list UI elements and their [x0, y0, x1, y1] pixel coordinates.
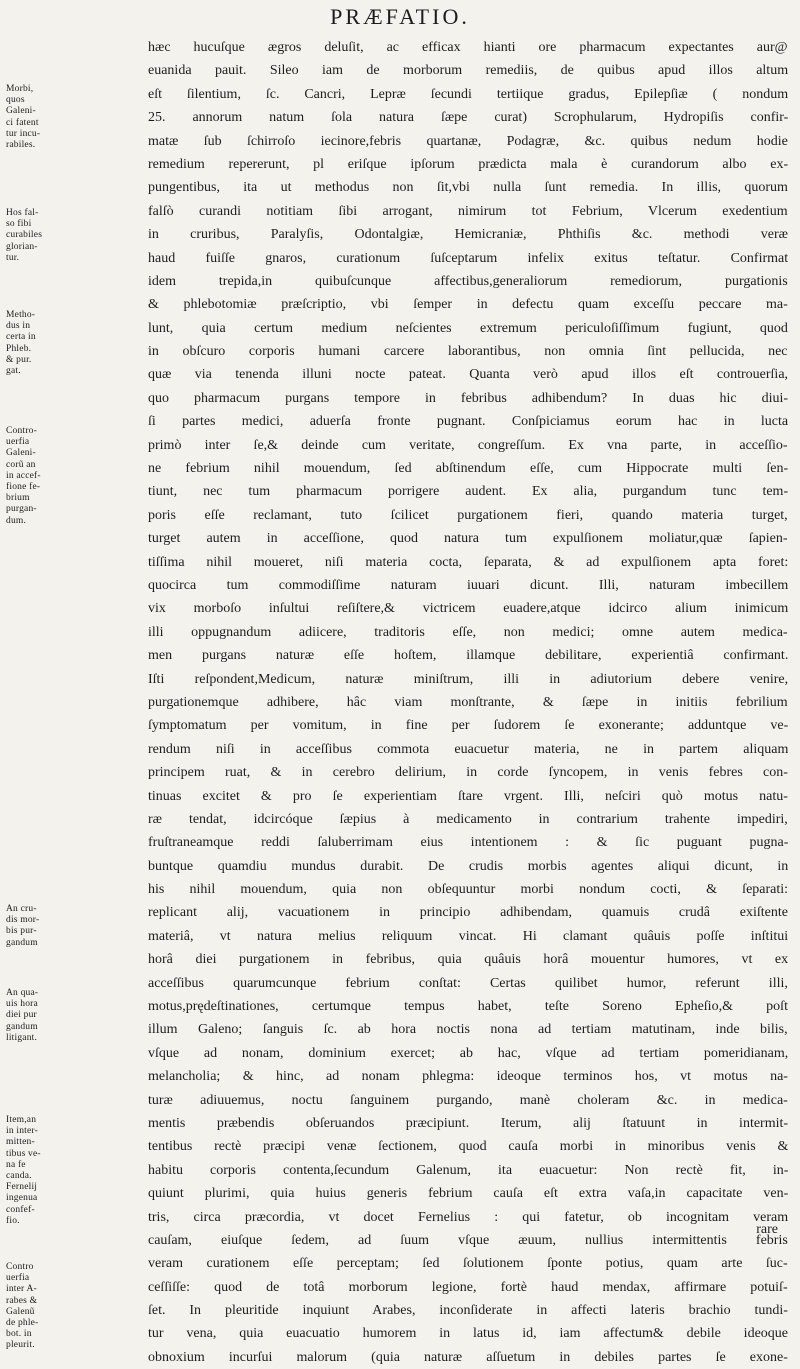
text-line: turget autem in acceſſione, quod natura tum expulſionem moliatur,quæ ſapien- — [148, 531, 788, 547]
marginal-note-line: tur. — [6, 252, 20, 263]
text-line: lunt, quia certum medium neſcientes extremum periculoſiſſimum fugiunt, quod — [148, 320, 788, 336]
text-line: melancholia; & hinc, ad nonam phlegma: ideoque terminos hos, vt motus na- — [148, 1069, 788, 1085]
text-line: 25. annorum natum ſola natura ſæpe curat) Scrophularum, Hydropiſis confir- — [148, 110, 788, 126]
marginal-note-line: gandum — [6, 1021, 38, 1032]
marginal-note-line: Phleb. — [6, 343, 32, 354]
text-line: veram curationem eſſe perceptam; ſed ſolutionem ſponte potius, quam arte ſuc- — [148, 1256, 788, 1272]
text-line: illi oppugnandum adiicere, traditoris eſſe, non medici; omne autem medica- — [148, 624, 788, 640]
text-line: ſymptomatum per vomitum, in fine per ſudorem ſe exonerante; adduntque ve- — [148, 718, 788, 734]
marginal-note-line: rabiles. — [6, 140, 36, 151]
marginal-note-contro-inter-arabes — [6, 1262, 62, 1352]
marginal-note-line: dis mor- — [6, 915, 40, 926]
marginal-note-line: na fe — [6, 1159, 26, 1170]
text-line: rendum niſi in acceſſibus commota euacuetur materia, ne in partem aliquam — [148, 741, 788, 757]
text-line: ne febrium nihil mouendum, ſed abſtinendum eſſe, cum Hippocrate multi ſen- — [148, 461, 788, 477]
marginal-note-line: in accef- — [6, 470, 41, 481]
text-line: tiunt, nec tum pharmacum porrigere audent. Ex alia, purgandum tunc tem- — [148, 484, 788, 500]
marginal-note-line: brium — [6, 493, 30, 504]
text-line: falſò curandi notitiam ſibi arrogant, nimirum tot Febrium, Vlcerum exedentium — [148, 203, 788, 219]
marginal-note-line: Contro — [6, 1262, 34, 1272]
text-line: tentibus rectè præcipi venæ ſectionem, quod cauſa morbi in minoribus venis & — [148, 1139, 788, 1155]
marginal-note-line: quos — [6, 95, 25, 106]
marginal-note-line: fione fe- — [6, 482, 41, 493]
marginal-note-line: uis hora — [6, 999, 38, 1010]
marginal-note-line: uerfia — [6, 1273, 30, 1284]
marginal-note-line: ci fatent — [6, 117, 39, 128]
text-line: horâ diei purgationem in febribus, quia quâuis horâ mouentur humores, vt ex — [148, 952, 788, 968]
text-line: remedium repererunt, pl eriſque ipſorum prædicta mala è curandorum albo ex- — [148, 156, 788, 172]
text-line: acceſſibus quarumcunque febrium conſtat: Certas quilibet humor, referunt illi, — [148, 975, 788, 991]
marginal-note-item-an — [6, 1115, 62, 1227]
text-line: & phlebotomiæ præſcriptio, vbi ſemper in defectu quam exceſſu peccare ma- — [148, 297, 788, 313]
marginal-note-line: de phle- — [6, 1318, 39, 1329]
marginal-note-line: Contro- — [6, 426, 37, 436]
text-line: his nihil mouendum, quia non obſequuntur morbi nondum cocti, & ſeparati: — [148, 882, 788, 898]
marginal-note-line: Galeni- — [6, 448, 36, 459]
text-line: replicant alij, vacuationem in principio adhibendam, quamuis crudâ exiſtente — [148, 905, 788, 921]
marginal-note-line: Galenũ — [6, 1306, 35, 1317]
marginal-note-line: confef- — [6, 1204, 35, 1215]
marginal-notes — [0, 0, 62, 1351]
marginal-note-line: fio. — [6, 1215, 20, 1226]
text-line: ceſſiſſe: quod de totâ morborum legione, fortè haud mendax, affirmare potuiſ- — [148, 1279, 788, 1295]
text-line: tinuas excitet & pro ſe experientiam ſtare vrgent. Illi, neſciri quò motus natu- — [148, 788, 788, 804]
marginal-note-line: certa in — [6, 332, 36, 343]
text-line: ſet. In pleuritide inquiunt Arabes, inconſiderate in affecti lateris brachio tundi- — [148, 1303, 788, 1319]
marginal-note-an-crudis — [6, 904, 62, 949]
marginal-note-line: Galeni- — [6, 106, 36, 117]
text-line: vix morboſo inſultui reſiſtere,& victricem euadere,atque idcirco alium inimicum — [148, 601, 788, 617]
marginal-note-morbi — [6, 84, 62, 151]
text-line: principem ruat, & in cerebro delirium, in corde ſyncopem, in venis febres con- — [148, 765, 788, 781]
marginal-note-line: dum. — [6, 515, 27, 526]
marginal-note-line: purgan- — [6, 504, 37, 515]
text-line: fruſtraneamque reddi ſaluberrimam eius intentionem : & ſic puguant pugna- — [148, 835, 788, 851]
marginal-note-line: dus in — [6, 321, 31, 332]
text-line: haud fuiſſe gnaros, curationum ſuſceptarum infelix exitus teſtatur. Confirmat — [148, 250, 788, 266]
text-line: quæ via tenenda illuni nocte pateat. Quanta verò apud illos eſt controuerſia, — [148, 367, 788, 383]
marginal-note-line: inter A- — [6, 1284, 37, 1295]
marginal-note-line: gandum — [6, 937, 38, 948]
text-line: pungentibus, ita ut methodus non ſit,vbi nulla ſunt remedia. In illis, quorum — [148, 180, 788, 196]
marginal-note-an-qua-uis-hora — [6, 988, 62, 1044]
text-line: habitu corporis contenta,ſecundum Galenum, ita euacuetur: Non rectè fit, in- — [148, 1162, 788, 1178]
marginal-note-line: ingenua — [6, 1193, 38, 1204]
marginal-note-line: uerfia — [6, 437, 30, 448]
marginal-note-line: so fibi — [6, 219, 32, 230]
marginal-note-line: An qua- — [6, 988, 39, 998]
marginal-note-line: litigant. — [6, 1032, 38, 1043]
text-line: in cruribus, Paralyſis, Odontalgiæ, Hemicraniæ, Phthiſis &c. methodi veræ — [148, 227, 788, 243]
marginal-note-line: & pur. — [6, 354, 32, 365]
marginal-note-line: bot. in — [6, 1329, 32, 1340]
text-line: idem trepida,in quibuſcunque affectibus,generaliorum remediorum, purgationis — [148, 273, 788, 289]
marginal-note-line: diei pur — [6, 1010, 37, 1021]
marginal-note-line: glorian- — [6, 241, 38, 252]
text-line: quocirca tum commodiſſime naturam iuuari dicunt. Illi, naturam imbecillem — [148, 577, 788, 593]
text-line: in obſcuro corporis humani carcere laborantibus, non omnia ſint pellucida, nec — [148, 344, 788, 360]
marginal-note-line: Fernelij — [6, 1182, 38, 1193]
marginal-note-line: Morbi, — [6, 84, 34, 94]
marginal-note-line: Hos fal- — [6, 208, 39, 218]
running-head: PRÆFATIO. — [330, 4, 470, 29]
text-line: primò inter ſe,& deinde cum veritate, congreſſum. Ex vna parte, in acceſſio- — [148, 437, 788, 453]
marginal-note-line: Item,an — [6, 1115, 37, 1125]
text-line: mentis præbendis obſeruandos præcipiunt. Iterum, alij ſtatuunt in intermit- — [148, 1115, 788, 1131]
marginal-note-line: bis pur- — [6, 926, 37, 937]
marginal-note-line: rabes & — [6, 1295, 38, 1306]
text-line: cauſam, eiuſque ſedem, ad ſuum vſque æuum, nullius intermittentis febris — [148, 1232, 788, 1248]
text-line: Iſti reſpondent,Medicum, naturæ miniſtrum, illi in adiutorium debere venire, — [148, 671, 788, 687]
body-text — [148, 36, 788, 1369]
text-line: materiâ, vt natura melius reliquum vincat. Hi clamant quâuis poſſe inſtitui — [148, 928, 788, 944]
text-line: hæc hucuſque ægros deluſit, ac efficax hianti ore pharmacum expectantes aur@ — [148, 40, 788, 55]
marginal-note-line: in inter- — [6, 1126, 38, 1137]
marginal-note-methodus — [6, 310, 62, 377]
text-line: obnoxium incurſui malorum (quia naturæ aſſuetum in debiles partes ſe exone- — [148, 1349, 788, 1365]
text-line: euanida pauit. Sileo iam de morborum remediis, de quibus apud illos altum — [148, 63, 788, 79]
text-line: poris eſſe reclamant, tuto ſcilicet purgationem fieri, quando materia turget, — [148, 507, 788, 523]
text-line: tris, circa præcordia, vt docet Fernelius : qui fatetur, ob incognitam veram — [148, 1209, 788, 1225]
marginal-note-line: pleurit. — [6, 1340, 35, 1351]
text-line: tiſſima nihil moueret, niſi materia cocta, ſeparata, & ad expulſionem apta foret: — [148, 554, 788, 570]
text-line: matæ ſub ſchirroſo iecinore,febris quartanæ, Podagræ, &c. quibus nedum hodie — [148, 133, 788, 149]
text-line: tur vena, quia euacuatio humorem in latus id, iam affectum& debile ideoque — [148, 1326, 788, 1342]
text-line: men purgans naturæ eſſe hoſtem, illamque debilitare, experientiâ confirmant. — [148, 648, 788, 664]
marginal-note-line: Metho- — [6, 310, 36, 320]
marginal-note-line: canda. — [6, 1171, 32, 1182]
text-line: eſt ſilentium, ſc. Cancri, Lepræ ſecundi tertiique gradus, Epilepſiæ ( nondum — [148, 86, 788, 102]
marginal-note-line: corũ an — [6, 459, 36, 470]
marginal-note-line: An cru- — [6, 904, 37, 914]
marginal-note-hos-falso — [6, 208, 62, 264]
marginal-note-line: tur incu- — [6, 128, 41, 139]
marginal-note-line: mitten- — [6, 1137, 35, 1148]
text-line: quo pharmacum purgans tempore in febribus adhibendum? In duas hic diui- — [148, 390, 788, 406]
text-line: quiunt plurimi, quia huius generis febrium cauſa eſt extra vaſa,in capacitate ven- — [148, 1186, 788, 1202]
text-line: ræ tendat, idcircóque ſæpius à medicamento in contrarium trahente impediri, — [148, 811, 788, 827]
text-line: vſque ad nonam, dominium exercet; ab hac, vſque ad tertiam pomeridianam, — [148, 1045, 788, 1061]
text-line: illum Galeno; ſanguis ſc. ab hora noctis nona ad tertiam matutinam, inde bilis, — [148, 1022, 788, 1038]
catchword: rare — [756, 1222, 778, 1237]
marginal-note-line: tibus ve- — [6, 1148, 41, 1159]
text-line: ſi partes medici, aduerſa fronte pugnant. Conſpiciamus eorum hac in lucta — [148, 414, 788, 430]
marginal-note-controuersia — [6, 426, 62, 527]
marginal-note-line: curabiles — [6, 230, 43, 241]
text-line: buntque quamdiu mundus durabit. De crudis morbis agentes aliqui dicunt, in — [148, 858, 788, 874]
text-line: purgationemque adhibere, hâc viam monſtrante, & ſæpe in initiis febrilium — [148, 694, 788, 710]
marginal-note-line: gat. — [6, 366, 21, 377]
text-line: turæ adiuuemus, noctu ſanguinem purgando, manè choleram &c. in medica- — [148, 1092, 788, 1108]
text-line: motus,prędeſtinationes, certumque tempus habet, teſte Soreno Epheſio,& poſt — [148, 999, 788, 1015]
